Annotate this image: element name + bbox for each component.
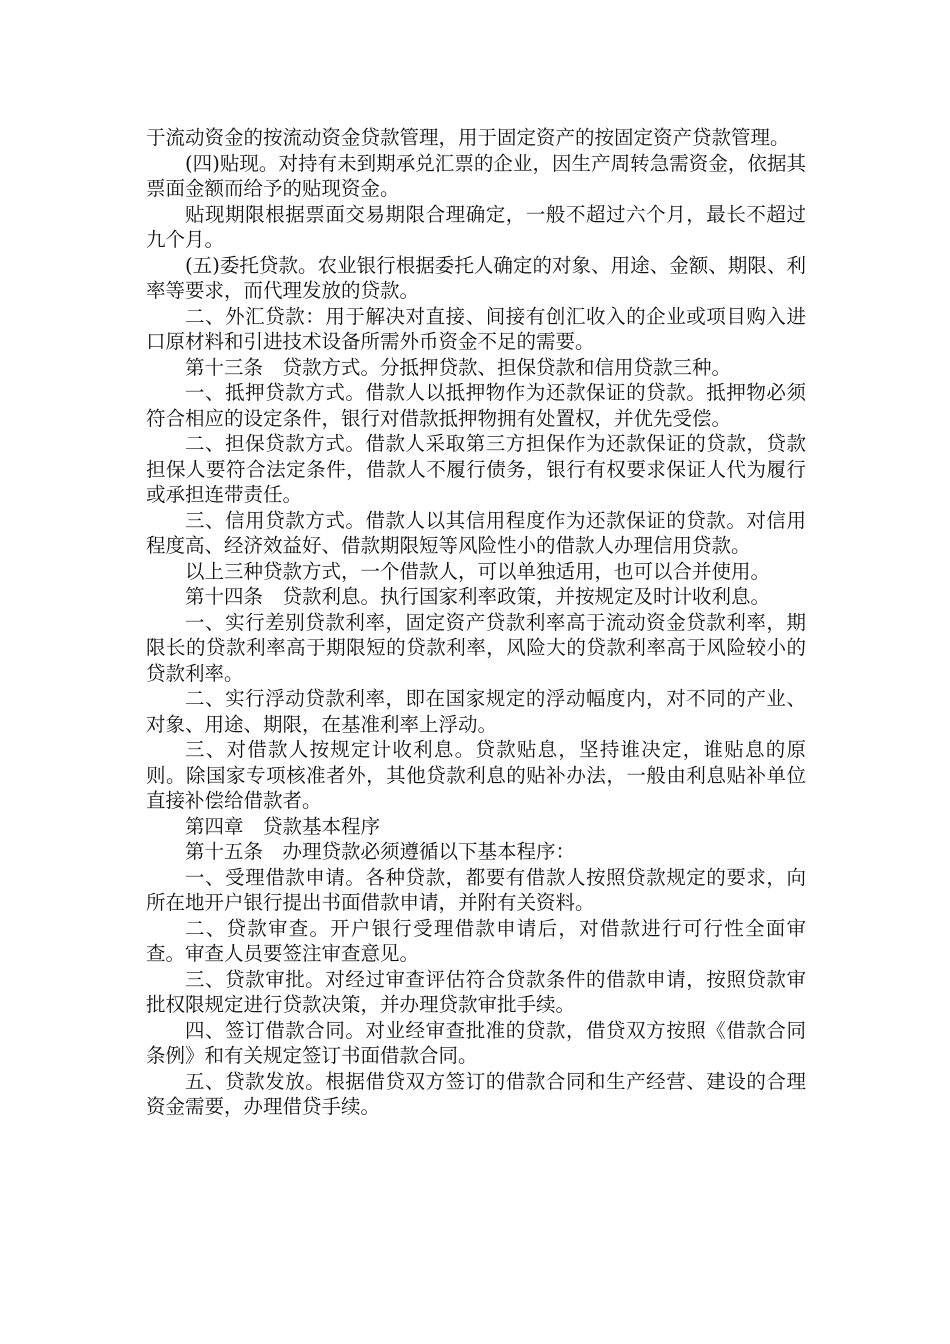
paragraph-14: 三、对借款人按规定计收利息。贷款贴息，坚持谁决定，谁贴息的原则。除国家专项核准者外，其他贷款利息的贴补办法，一般由利息贴补单位直接补偿给借款者。 (146, 738, 806, 812)
paragraph-7: 一、抵押贷款方式。借款人以抵押物作为还款保证的贷款。抵押物必须符合相应的设定条件，银行对借款抵押物拥有处置权，并优先受偿。 (146, 381, 806, 430)
article-14-heading: 第十四条 贷款利息。执行国家利率政策，并按规定及时计收利息。 (185, 585, 771, 608)
paragraph-8: 二、担保贷款方式。借款人采取第三方担保作为还款保证的贷款，贷款担保人要符合法定条件，借款人不履行债务，银行有权要求保证人代为履行或承担连带责任。 (146, 432, 806, 506)
document-page (146, 125, 806, 1120)
paragraph-20: 四、签订借款合同。对业经审查批准的贷款，借贷双方按照《借款合同条例》和有关规定签订书面借款合同。 (146, 1018, 806, 1067)
paragraph-19: 三、贷款审批。对经过审查评估符合贷款条件的借款申请，按照贷款审批权限规定进行贷款决策，并办理贷款审批手续。 (146, 967, 806, 1016)
paragraph-12: 一、实行差别贷款利率，固定资产贷款利率高于流动资金贷款利率，期限长的贷款利率高于期限短的贷款利率，风险大的贷款利率高于风险较小的贷款利率。 (146, 610, 806, 685)
paragraph-4: (五)委托贷款。农业银行根据委托人确定的对象、用途、金额、期限、利率等要求，而代理发放的贷款。 (146, 253, 806, 302)
article-13-heading: 第十三条 贷款方式。分抵押贷款、担保贷款和信用贷款三种。 (185, 355, 732, 379)
paragraph-18: 二、贷款审查。开户银行受理借款申请后，对借款进行可行性全面审查。审查人员要签注审查意见。 (146, 916, 806, 965)
paragraph-17: 一、受理借款申请。各种贷款，都要有借款人按照贷款规定的要求，向所在地开户银行提出书面借款申请，并附有关资料。 (146, 865, 806, 914)
paragraph-5: 二、外汇贷款：用于解决对直接、间接有创汇收入的企业或项目购入进口原材料和引进技术设备所需外币资金不足的需要。 (146, 304, 806, 353)
paragraph-2: (四)贴现。对持有未到期承兑汇票的企业，因生产周转急需资金，依据其票面金额而给予的贴现资金。 (146, 151, 806, 200)
chapter-4-heading: 第四章 贷款基本程序 (185, 814, 381, 838)
article-15-heading: 第十五条 办理贷款必须遵循以下基本程序： (185, 840, 576, 863)
paragraph-3: 贴现期限根据票面交易期限合理确定，一般不超过六个月，最长不超过九个月。 (146, 202, 806, 251)
paragraph-10: 以上三种贷款方式，一个借款人，可以单独适用，也可以合并使用。 (185, 559, 771, 583)
paragraph-9: 三、信用贷款方式。借款人以其信用程度作为还款保证的贷款。对信用程度高、经济效益好、借款期限短等风险性小的借款人办理信用贷款。 (146, 508, 806, 557)
paragraph-1: 于流动资金的按流动资金贷款管理，用于固定资产的按固定资产贷款管理。 (146, 126, 790, 149)
paragraph-21: 五、贷款发放。根据借贷双方签订的借款合同和生产经营、建设的合理资金需要，办理借贷手续。 (146, 1069, 806, 1118)
paragraph-13: 二、实行浮动贷款利率，即在国家规定的浮动幅度内，对不同的产业、对象、用途、期限，在基准利率上浮动。 (146, 687, 806, 736)
